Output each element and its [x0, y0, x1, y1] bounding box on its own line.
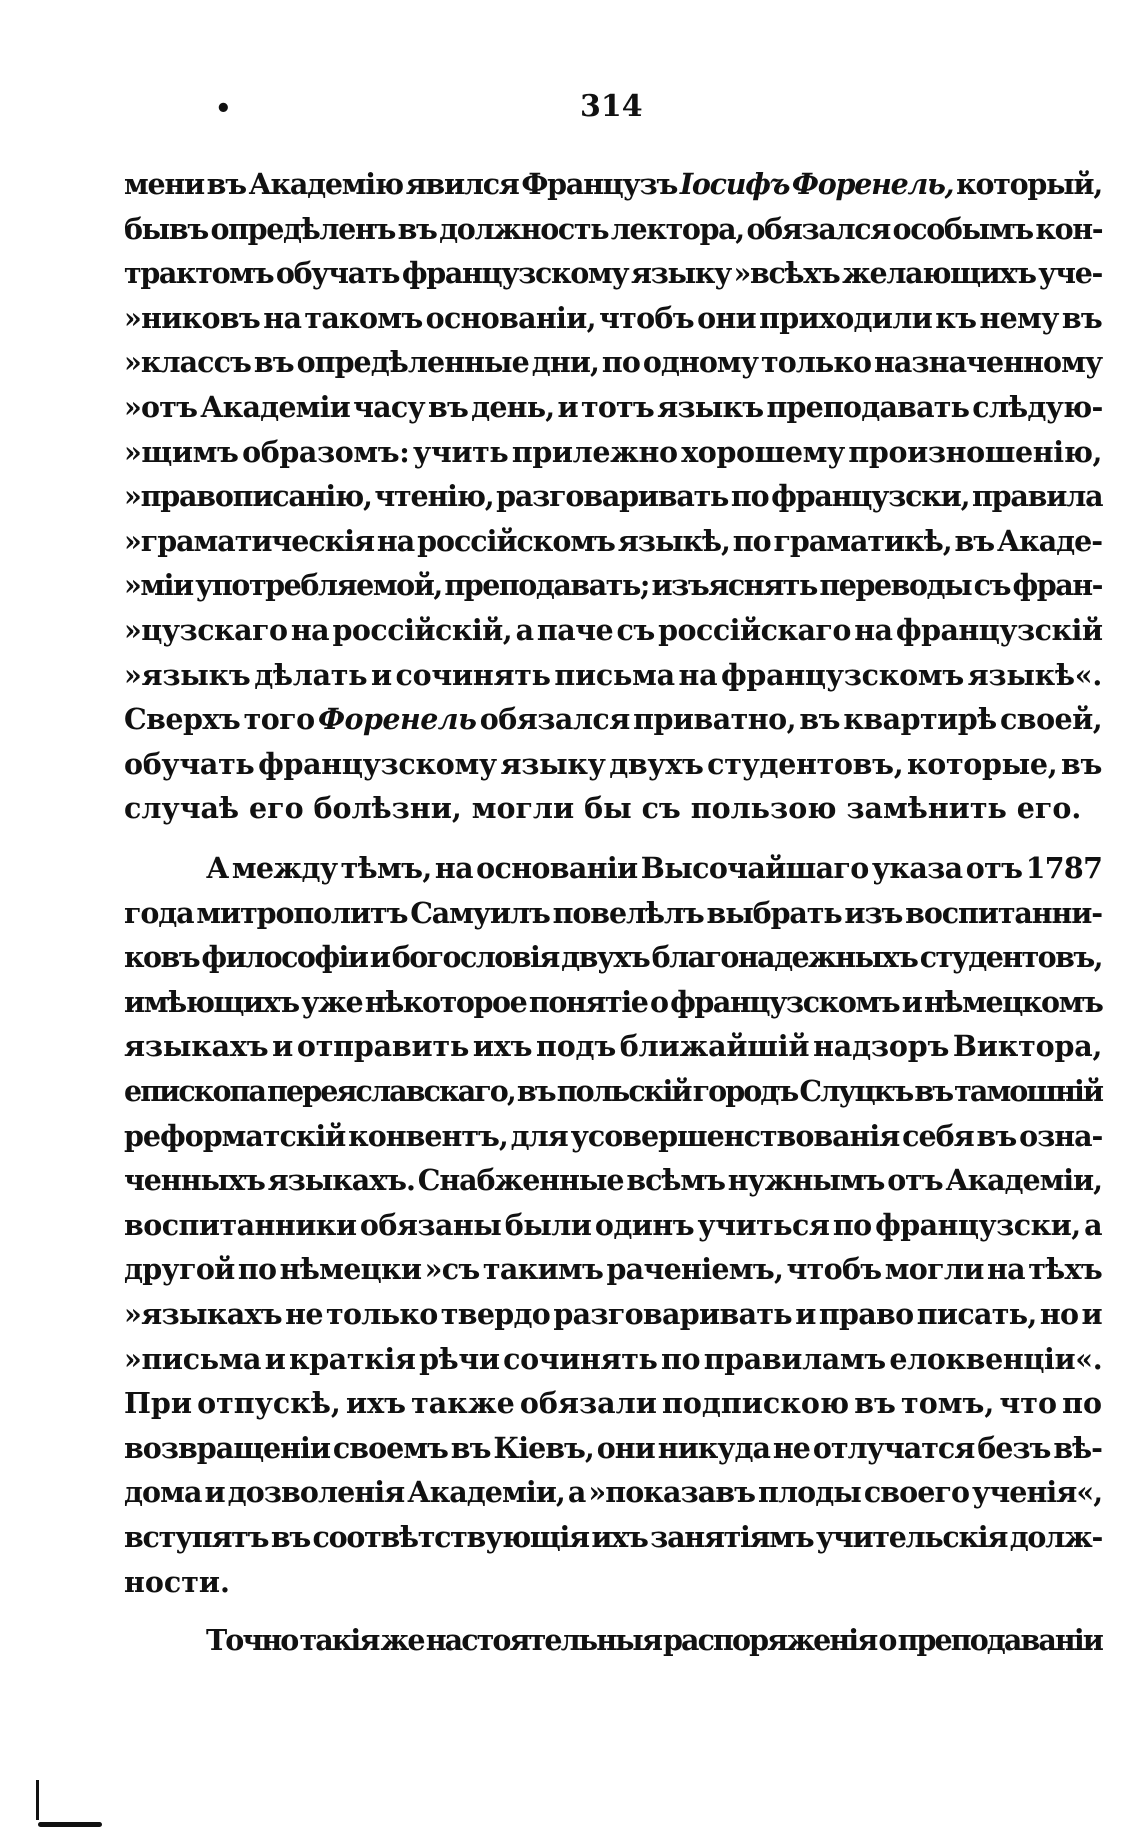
text-line: ковъ философіи и богословія двухъ благонадежныхъ студентовъ, [124, 940, 1102, 975]
text-line: »никовъ на такомъ основаніи, чтобъ они приходили къ нему въ [124, 300, 1103, 335]
text-line: епископа переяславскаго, въ польскій городъ Слуцкъ въ тамошній [124, 1073, 1103, 1108]
text-line: ченныхъ языкахъ. Снабженные всѣмъ нужнымъ отъ Академіи, [124, 1163, 1102, 1198]
text-line: обучать французскому языку двухъ студентовъ, которые, въ [124, 746, 1103, 781]
text-line: мени въ Академію явился Французъ Іосифъ Форенель, который, [124, 167, 1102, 201]
text-line: года митрополитъ Самуилъ повелѣлъ выбрать изъ воспитанни- [124, 895, 1102, 930]
margin-mark-tick [36, 1780, 39, 1820]
page-number: 314 [580, 89, 643, 124]
text-line: реформатскій конвентъ, для усовершенствованія себя въ озна- [124, 1118, 1103, 1153]
text-line: »отъ Академіи часу въ день, и тотъ языкъ преподавать слѣдую- [124, 389, 1103, 424]
text-line: имѣющихъ уже нѣкоторое понятіе о французскомъ и нѣмецкомъ [124, 984, 1103, 1019]
text-line: При отпускѣ, ихъ также обязали подпискою въ томъ, что по [124, 1386, 1102, 1421]
text-line: языкахъ и отправить ихъ подъ ближайшій надзоръ Виктора, [124, 1029, 1103, 1064]
text-line: ности. [124, 1564, 230, 1599]
text-line: дома и дозволенія Академіи, а »показавъ плоды своего ученія«, [124, 1475, 1103, 1510]
text-line: »классъ въ опредѣленные дни, по одному только назначенному [124, 345, 1103, 380]
paragraph-1 [124, 162, 1102, 831]
text-line: »языкахъ не только твердо разговаривать и право писать, но и [124, 1296, 1102, 1331]
paragraph-2 [124, 846, 1102, 1604]
text-line: воспитанники обязаны были одинъ учиться по французски, а [124, 1207, 1102, 1242]
text-line: случаѣ его болѣзни, могли бы съ пользою замѣнить его. [124, 791, 1082, 826]
text-line: »граматическія на россійскомъ языкѣ, по граматикѣ, въ Акаде- [124, 523, 1102, 558]
text-line: вступятъ въ соотвѣтствующія ихъ занятіямъ учительскія долж- [124, 1519, 1102, 1554]
margin-mark [38, 1822, 102, 1827]
text-line: А между тѣмъ, на основаніи Высочайшаго указа отъ 1787 [206, 851, 1103, 885]
text-line: »правописанію, чтенію, разговаривать по французски, правила [124, 479, 1103, 514]
text-line: другой по нѣмецки »съ такимъ раченіемъ, чтобъ могли на тѣхъ [124, 1252, 1102, 1287]
text-line: бывъ опредѣленъ въ должность лектора, обязался особымъ кон- [124, 211, 1103, 246]
text-line: Сверхъ того Форенель обязался приватно, въ квартирѣ своей, [124, 702, 1103, 737]
text-line: трактомъ обучать французскому языку »всѣхъ желающихъ уче- [124, 256, 1102, 291]
text-line: »щимъ образомъ: учить прилежно хорошему произношенію, [124, 434, 1103, 469]
dot-mark: • [215, 94, 232, 124]
text-line: »языкъ дѣлать и сочинять письма на французскомъ языкѣ«. [124, 657, 1102, 692]
text-line: »письма и краткія рѣчи сочинять по правиламъ елоквенціи«. [124, 1341, 1103, 1376]
paragraph-3 [124, 1618, 1102, 1663]
text-line: »цузскаго на россійскій, а паче съ россійскаго на французскій [124, 612, 1103, 647]
text-line: »міи употребляемой, преподавать; изъяснять переводы съ фран- [124, 568, 1103, 603]
text-line: возвращеніи своемъ въ Кіевъ, они никуда не отлучатся безъ вѣ- [124, 1430, 1102, 1465]
name-forenel: Форенель [317, 702, 477, 737]
text-line: Точно такія же настоятельныя распоряженія о преподаваніи [206, 1623, 1102, 1657]
name-iosif-forenel: Іосифъ Форенель, [679, 167, 954, 201]
